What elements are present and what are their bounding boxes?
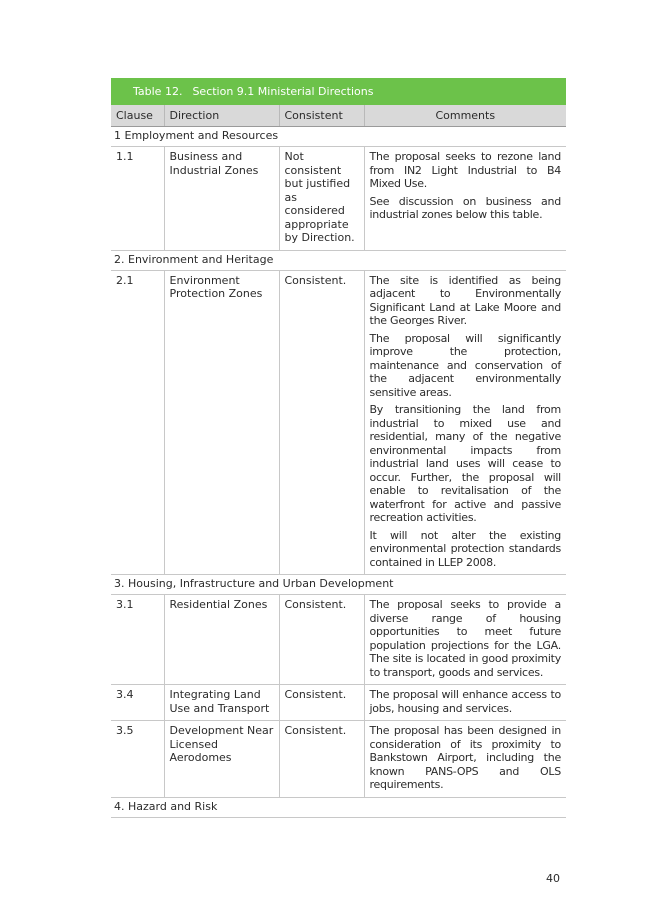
comment-paragraph: The proposal will enhance access to jobs, housing and services. bbox=[369, 688, 561, 715]
direction-cell: Development Near Licensed Aerodomes bbox=[164, 721, 279, 798]
table-row bbox=[111, 270, 566, 575]
comment-paragraph: By transitioning the land from industrial to mixed use and residential, many of the negative environmental impacts from industrial land uses will cease to occur. Further, the proposal will enable to revitalisation of the waterfront for active and passive recreation activities. bbox=[369, 403, 561, 524]
direction-cell: Integrating Land Use and Transport bbox=[164, 685, 279, 721]
table-caption-title: Section 9.1 Ministerial Directions bbox=[192, 85, 374, 98]
table-caption-number: Table 12. bbox=[133, 85, 183, 98]
consistent-cell: Not consistent but justified as considered appropriate by Direction. bbox=[279, 147, 364, 251]
table-row bbox=[111, 721, 566, 798]
comments-cell bbox=[364, 721, 566, 798]
comments-cell bbox=[364, 595, 566, 685]
consistent-cell: Consistent. bbox=[279, 721, 364, 798]
table-row bbox=[111, 685, 566, 721]
table-body bbox=[111, 127, 566, 818]
comments-cell bbox=[364, 685, 566, 721]
page-number: 40 bbox=[546, 872, 560, 885]
clause-cell: 3.4 bbox=[111, 685, 164, 721]
comments-cell bbox=[364, 270, 566, 575]
direction-cell: Business and Industrial Zones bbox=[164, 147, 279, 251]
section-row bbox=[111, 797, 566, 817]
direction-cell: Residential Zones bbox=[164, 595, 279, 685]
header-clause: Clause bbox=[111, 105, 164, 127]
section-title: 3. Housing, Infrastructure and Urban Development bbox=[111, 575, 566, 595]
table-row bbox=[111, 147, 566, 251]
comment-paragraph: It will not alter the existing environmental protection standards contained in LLEP 2008. bbox=[369, 528, 561, 569]
comment-paragraph: The proposal will significantly improve the protection, maintenance and conservation of the adjacent environmentally sensitive areas. bbox=[369, 331, 561, 399]
section-title: 1 Employment and Resources bbox=[111, 127, 566, 147]
table-caption bbox=[111, 78, 566, 105]
comments-cell bbox=[364, 147, 566, 251]
consistent-cell: Consistent. bbox=[279, 270, 364, 575]
comment-paragraph: The proposal seeks to rezone land from IN2 Light Industrial to B4 Mixed Use. bbox=[369, 150, 561, 190]
comment-paragraph: The site is identified as being adjacent to Environmentally Significant Land at Lake Moore and the Georges River. bbox=[369, 273, 561, 327]
header-direction: Direction bbox=[164, 105, 279, 127]
header-comments: Comments bbox=[364, 105, 566, 127]
ministerial-directions-section bbox=[111, 78, 566, 818]
clause-cell: 3.1 bbox=[111, 595, 164, 685]
section-row bbox=[111, 250, 566, 270]
consistent-cell: Consistent. bbox=[279, 595, 364, 685]
table-row bbox=[111, 595, 566, 685]
section-title: 4. Hazard and Risk bbox=[111, 797, 566, 817]
direction-cell: Environment Protection Zones bbox=[164, 270, 279, 575]
clause-cell: 2.1 bbox=[111, 270, 164, 575]
section-title: 2. Environment and Heritage bbox=[111, 250, 566, 270]
header-consistent: Consistent bbox=[279, 105, 364, 127]
section-row bbox=[111, 127, 566, 147]
comment-paragraph: The proposal seeks to provide a diverse range of housing opportunities to meet future population projections for the LGA. The site is located in good proximity to transport, goods and services. bbox=[369, 598, 561, 679]
section-row bbox=[111, 575, 566, 595]
table-header-row bbox=[111, 105, 566, 127]
comment-paragraph: See discussion on business and industrial zones below this table. bbox=[369, 194, 561, 221]
ministerial-directions-table bbox=[111, 105, 566, 818]
clause-cell: 3.5 bbox=[111, 721, 164, 798]
consistent-cell: Consistent. bbox=[279, 685, 364, 721]
comment-paragraph: The proposal has been designed in consideration of its proximity to Bankstown Airport, including the known PANS-OPS and OLS requirements. bbox=[369, 724, 561, 791]
clause-cell: 1.1 bbox=[111, 147, 164, 251]
